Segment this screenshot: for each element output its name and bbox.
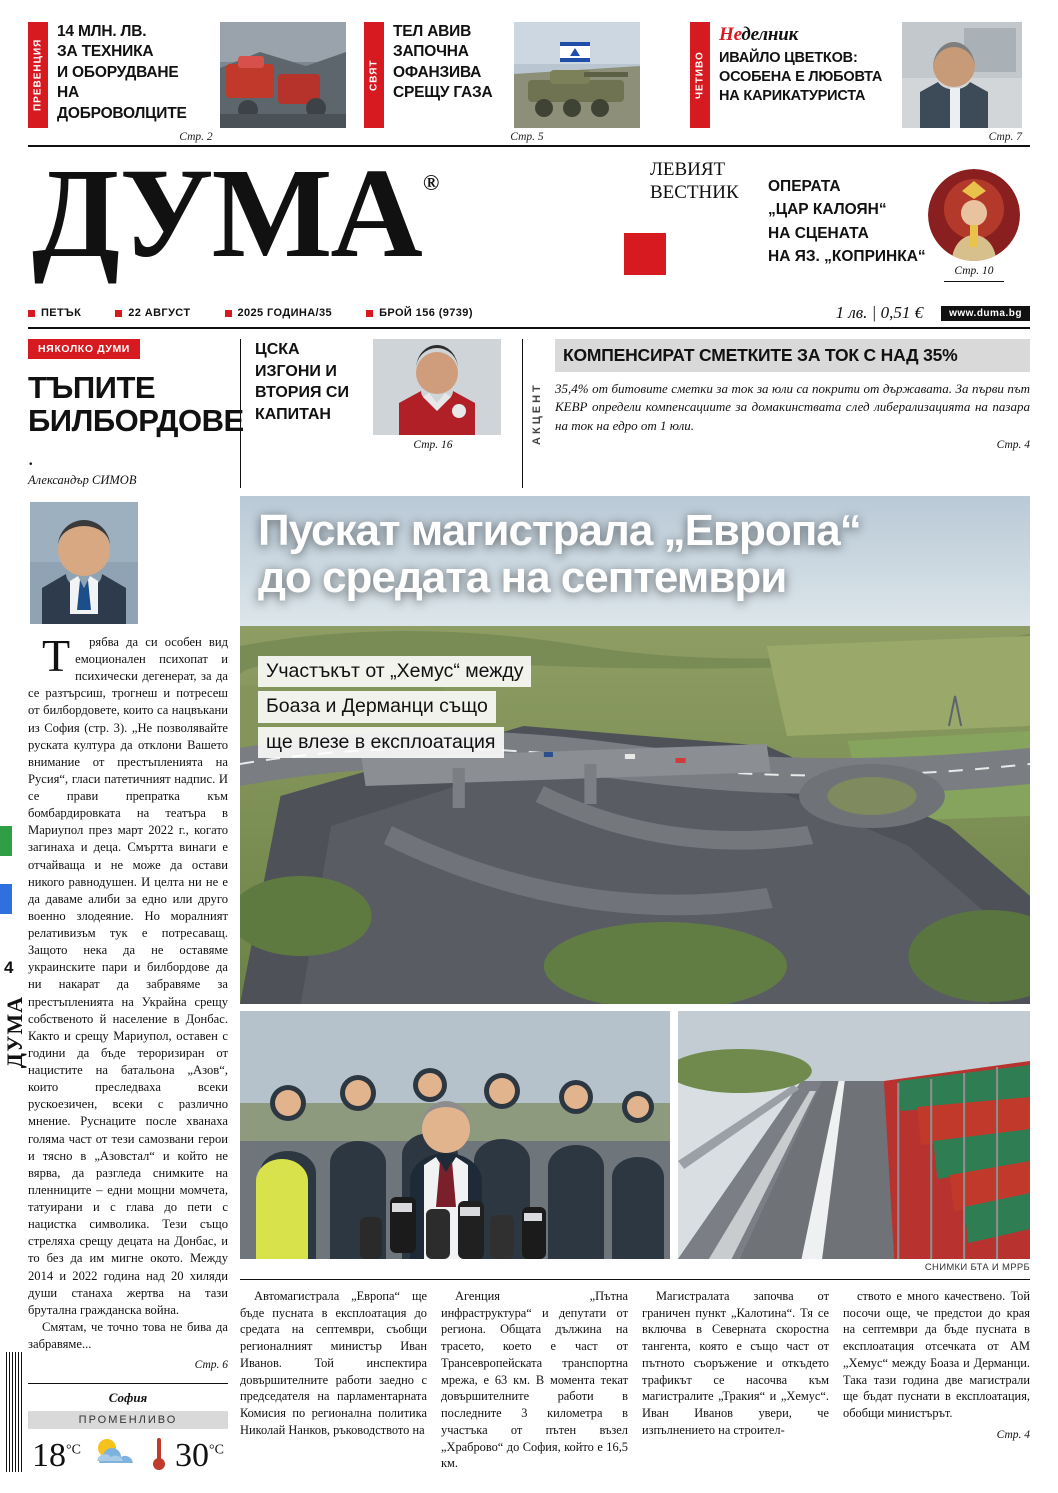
weather-city: София bbox=[108, 1390, 148, 1406]
tagline-line: ВЕСТНИК bbox=[650, 181, 739, 203]
promo-line: НА СЦЕНАТА bbox=[768, 224, 869, 242]
lead-subhead bbox=[258, 656, 588, 762]
teaser-tag-world: СВЯТ bbox=[364, 22, 384, 128]
lead-column: ството е много качествено. Той посочи още, че предстои до края на септември да бъде пусната в експлоатация отсечката от АМ „Хемус“ между Боаза и Дерманци. Така тази година две магистрали ще бъдат пуснати в експлоатация, обобщи министърът. Стр. 4 bbox=[843, 1288, 1030, 1472]
vertical-number: 4 bbox=[4, 957, 14, 977]
teaser-kicker-black: делник bbox=[741, 24, 799, 45]
teaser-world[interactable] bbox=[364, 22, 690, 128]
teaser-line: 14 МЛН. ЛВ. bbox=[57, 23, 147, 40]
teaser-line: ИВАЙЛО ЦВЕТКОВ: bbox=[719, 50, 858, 67]
teaser-kicker bbox=[719, 22, 894, 47]
teaser-line: ОФАНЗИВА bbox=[393, 63, 482, 81]
barcode bbox=[6, 1352, 24, 1472]
teaser-line: НА КАРИКАТУРИСТА bbox=[719, 88, 866, 105]
edge-color-marks bbox=[0, 826, 26, 914]
oped-divider-dot: . bbox=[28, 444, 34, 470]
issue-price: 1 лв. | 0,51 € bbox=[835, 303, 924, 322]
photo-credit: СНИМКИ БТА И МРРБ bbox=[924, 1261, 1030, 1273]
lead-story-columns bbox=[240, 1279, 1030, 1472]
teaser-text-prevention bbox=[48, 22, 220, 128]
teaser-line: ОСОБЕНА Е ЛЮБОВТА bbox=[719, 69, 883, 86]
cska-line: ВТОРИЯ СИ bbox=[255, 384, 349, 402]
page-ref: Стр. 2 bbox=[179, 131, 213, 143]
teaser-tag-reading: ЧЕТИВО bbox=[690, 22, 710, 128]
teaser-tag-prevention: ПРЕВЕНЦИЯ bbox=[28, 22, 48, 128]
logo-text: ДУМА bbox=[32, 142, 421, 284]
secondary-band bbox=[28, 329, 1030, 488]
cska-teaser[interactable] bbox=[240, 339, 510, 488]
lead-column: Агенция „Пътна инфраструктура“ и депутати от региона. Общата дължина на трасето, което е част от Трансевропейската транспортна мрежа, е 63 км. В момента текат довършителните работи в последните 3 километра в участъка от пътен възел „Храброво“ до София, който е 16,5 км. bbox=[441, 1288, 628, 1471]
lead-subhead-line: Боаза и Дерманци също bbox=[258, 691, 496, 722]
lead-headline-line: до средата на септември bbox=[258, 552, 787, 602]
website-url[interactable]: www.duma.bg bbox=[941, 306, 1030, 321]
top-teaser-strip bbox=[28, 0, 1030, 128]
teaser-text-reading bbox=[710, 22, 902, 128]
dateline-year: 2025 ГОДИНА/35 bbox=[225, 307, 333, 319]
lead-story[interactable] bbox=[240, 496, 1030, 1476]
thermometer-icon bbox=[151, 1436, 167, 1475]
lead-headline-line: Пускат магистрала „Европа“ bbox=[258, 505, 861, 555]
green-mark bbox=[0, 826, 12, 856]
oped-author: Александър СИМОВ bbox=[28, 472, 137, 487]
footballer-portrait-photo bbox=[373, 339, 501, 435]
promo-line: ОПЕРАТА bbox=[768, 178, 841, 195]
weather-sun-cloud-icon bbox=[89, 1435, 143, 1476]
lead-page-ref: Стр. 4 bbox=[996, 1428, 1030, 1441]
lead-headline bbox=[258, 505, 1016, 602]
teaser-line: ТЕЛ АВИВ bbox=[393, 23, 472, 40]
oped-title[interactable] bbox=[28, 370, 244, 439]
teaser-page-refs bbox=[28, 128, 1030, 143]
oped-title-line: БИЛБОРДОВЕ bbox=[28, 403, 244, 439]
oped-dropcap: Т bbox=[42, 629, 71, 681]
portrait-man-photo bbox=[902, 22, 1022, 128]
firefighters-equipment-photo bbox=[220, 22, 346, 128]
cska-line: ИЗГОНИ И bbox=[255, 362, 337, 380]
dateline-issue: БРОЙ 156 (9739) bbox=[366, 307, 473, 319]
tank-with-flag-photo bbox=[514, 22, 640, 128]
teaser-prevention[interactable] bbox=[28, 22, 364, 128]
teaser-line: ЗАПОЧНА bbox=[393, 43, 469, 61]
cska-text bbox=[255, 339, 365, 488]
oped-title-line: ТЪПИТЕ bbox=[28, 370, 156, 405]
newspaper-logo[interactable] bbox=[28, 142, 438, 284]
teaser-reading[interactable] bbox=[690, 22, 1028, 128]
oped-page-ref: Стр. 6 bbox=[194, 1359, 228, 1372]
logo-red-square bbox=[624, 233, 666, 275]
oped-badge: НЯКОЛКО ДУМИ bbox=[28, 339, 140, 359]
blue-mark bbox=[0, 884, 12, 914]
weather-temps bbox=[28, 1429, 228, 1476]
weather-low: $18^{^\circ C}$ bbox=[32, 1436, 81, 1474]
promo-page-ref: Стр. 10 bbox=[954, 265, 994, 277]
oped-header bbox=[28, 339, 244, 488]
author-headshot bbox=[30, 502, 138, 624]
teaser-text-world bbox=[384, 22, 514, 128]
tagline-line: ЛЕВИЯТ bbox=[650, 159, 726, 180]
promo-line: НА ЯЗ. „КОПРИНКА“ bbox=[768, 247, 926, 265]
cska-line: КАПИТАН bbox=[255, 405, 331, 423]
oped-body-text: рябва да си особен вид емоционален психопат и психически дегенерат, за да се разтърсиш, трогнеш и потресеш от билбордовете, които са нацвъкани из София (стр. 3). „Не позволявайте руската култура да отклони Вашето внимание от престъпленията на Русия“, гласи патетичният надпис. И се прави препратка към бомбардировката на театъра в Мариупол през март 2022 г., когато загинаха и деца. Смъртта винаги е отчайваща и не може да остави никого равнодушен. И целта ни не е да даваме алиби за едно или друго военно злодеяние. Но моралният релативизъм тук е потресаващ. Защото нека да не оставяме украинските пари и билбордове да ни накарат да забравяме за престъпленията на Украйна срещу собственото й население в Донбас. Както и срещу Мариупол, оставен с години да бъде тероризиран от нацистите на батальона „Азов“, които преследваха всеки рускоезичен, всеки с различно мнение. Руснаците после хванаха голяма част от тези самозвани герои и тясно в „Азовстал“ и който не вярва, да разгледа снимките на пленниците – едни мощни момчета, татуирани и с глава до пети с нацистка символика. Тези също стреляха срещу децата на Донбас, и то без да им мигне окото. Между 2014 и 2022 година над 20 хиляди души станаха жертва на тази брутална гражданска война. bbox=[28, 634, 228, 1317]
lead-subhead-line: Участъкът от „Хемус“ между bbox=[258, 656, 531, 687]
teaser-line: ЗА ТЕХНИКА bbox=[57, 43, 154, 61]
page-ref: Стр. 5 bbox=[510, 131, 544, 143]
masthead bbox=[28, 142, 1030, 297]
akcent-box[interactable] bbox=[510, 339, 1030, 488]
dateline-day: ПЕТЪК bbox=[28, 307, 81, 319]
akcent-lead: 35,4% от битовите сметки за ток за юли са покрити от държавата. За първи път КЕВР определи компенсациите за домакинствата след либерализацията на пазара на ток на едро от 1 юли. bbox=[555, 381, 1030, 433]
highway-aerial-photo bbox=[240, 496, 1030, 1004]
cska-line: ЦСКА bbox=[255, 341, 300, 358]
left-rail bbox=[2, 496, 240, 1476]
akcent-headline: КОМПЕНСИРАТ СМЕТКИТЕ ЗА ТОК С НАД 35% bbox=[555, 339, 1030, 372]
lead-subhead-line: ще влезе в експлоатация bbox=[258, 727, 504, 758]
teaser-kicker-red: Не bbox=[719, 24, 742, 45]
akcent-page-ref: Стр. 4 bbox=[996, 439, 1030, 452]
page-ref: Стр. 7 bbox=[988, 131, 1022, 143]
lead-photo-row bbox=[240, 1011, 1030, 1259]
masthead-promo-opera[interactable] bbox=[768, 175, 928, 268]
weather-widget[interactable] bbox=[28, 1383, 228, 1476]
promo-line: „ЦАР КАЛОЯН“ bbox=[768, 201, 887, 219]
teaser-line: СРЕЩУ ГАЗА bbox=[393, 84, 493, 102]
lead-column: Магистралата започва от граничен пункт „Калотина“. Тя се включва в Северната скоростна тангента, която е също част от пътното съоръжение и откъдето трафикът се насочва към магистралите „Тракия“ и „Хемус“. Иван Иванов увери, че изпълнението на строител- bbox=[642, 1288, 829, 1437]
oped-paragraph-1 bbox=[28, 629, 228, 1319]
highway-noise-barrier-photo bbox=[678, 1011, 1030, 1259]
cska-page-ref: Стр. 16 bbox=[413, 439, 453, 451]
vertical-brand: ДУМА bbox=[2, 995, 27, 1069]
minister-press-conference-photo bbox=[240, 1011, 670, 1259]
oped-body bbox=[28, 629, 228, 1353]
akcent-vertical-label: АКЦЕНТ bbox=[522, 339, 543, 488]
promo-underline bbox=[944, 281, 1004, 282]
registered-mark: ® bbox=[422, 170, 438, 195]
opera-singer-photo bbox=[928, 169, 1020, 261]
teaser-line: И ОБОРУДВАНЕ bbox=[57, 63, 179, 81]
lead-column: Автомагистрала „Европа“ ще бъде пусната в експлоатация до средата на септември, съобщи регионалният министър Иван Иванов. Той инспектира довършителните работи заедно с председателя на парламентарната Комисия по регионална политика Николай Нанков, ръководството на bbox=[240, 1288, 427, 1437]
weather-high: $30^{^\circ C}$ bbox=[175, 1436, 224, 1474]
main-content bbox=[2, 496, 1030, 1476]
weather-condition: ПРОМЕНЛИВО bbox=[28, 1411, 228, 1429]
masthead-tagline bbox=[650, 159, 739, 205]
teaser-line: НА ДОБРОВОЛЦИТЕ bbox=[57, 84, 187, 122]
dateline-date: 22 АВГУСТ bbox=[115, 307, 190, 319]
dateline-bar bbox=[28, 297, 1030, 323]
oped-paragraph-2: Смятам, че точно това не бива да забравяме... bbox=[28, 1319, 228, 1352]
